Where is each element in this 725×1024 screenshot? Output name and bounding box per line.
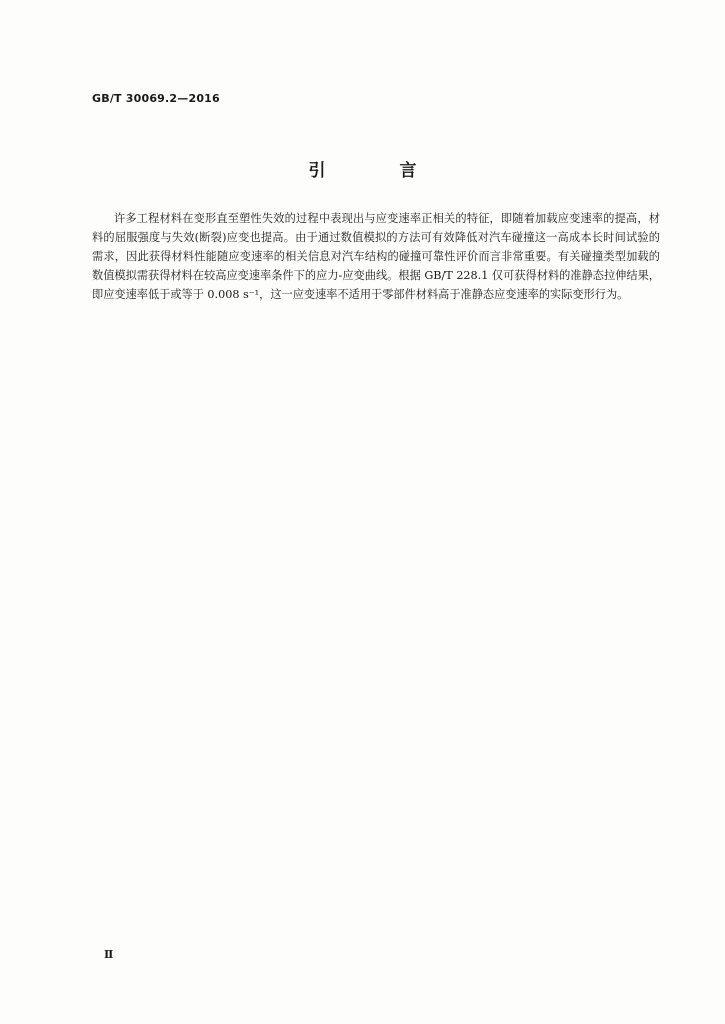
- page-number: Ⅱ: [104, 948, 114, 961]
- standard-code: GB/T 30069.2—2016: [92, 92, 220, 105]
- introduction-paragraph: 许多工程材料在变形直至塑性失效的过程中表现出与应变速率正相关的特征，即随着加载应变速率的提高，材料的屈服强度与失效(断裂)应变也提高。由于通过数值模拟的方法可有效降低对汽车碰撞这一高成本长时间试验的需求，因此获得材料性能随应变速率的相关信息对汽车结构的碰撞可靠性评价而言非常重要。有关碰撞类型加载的数值模拟需获得材料在较高应变速率条件下的应力-应变曲线。根据 GB/T 228.1 仅可获得材料的准静态拉伸结果，即应变速率低于或等于 0.008 s⁻¹，这一应变速率不适用于零部件材料高于准静态应变速率的实际变形行为。: [92, 212, 660, 301]
- section-title: 引 言: [308, 161, 451, 181]
